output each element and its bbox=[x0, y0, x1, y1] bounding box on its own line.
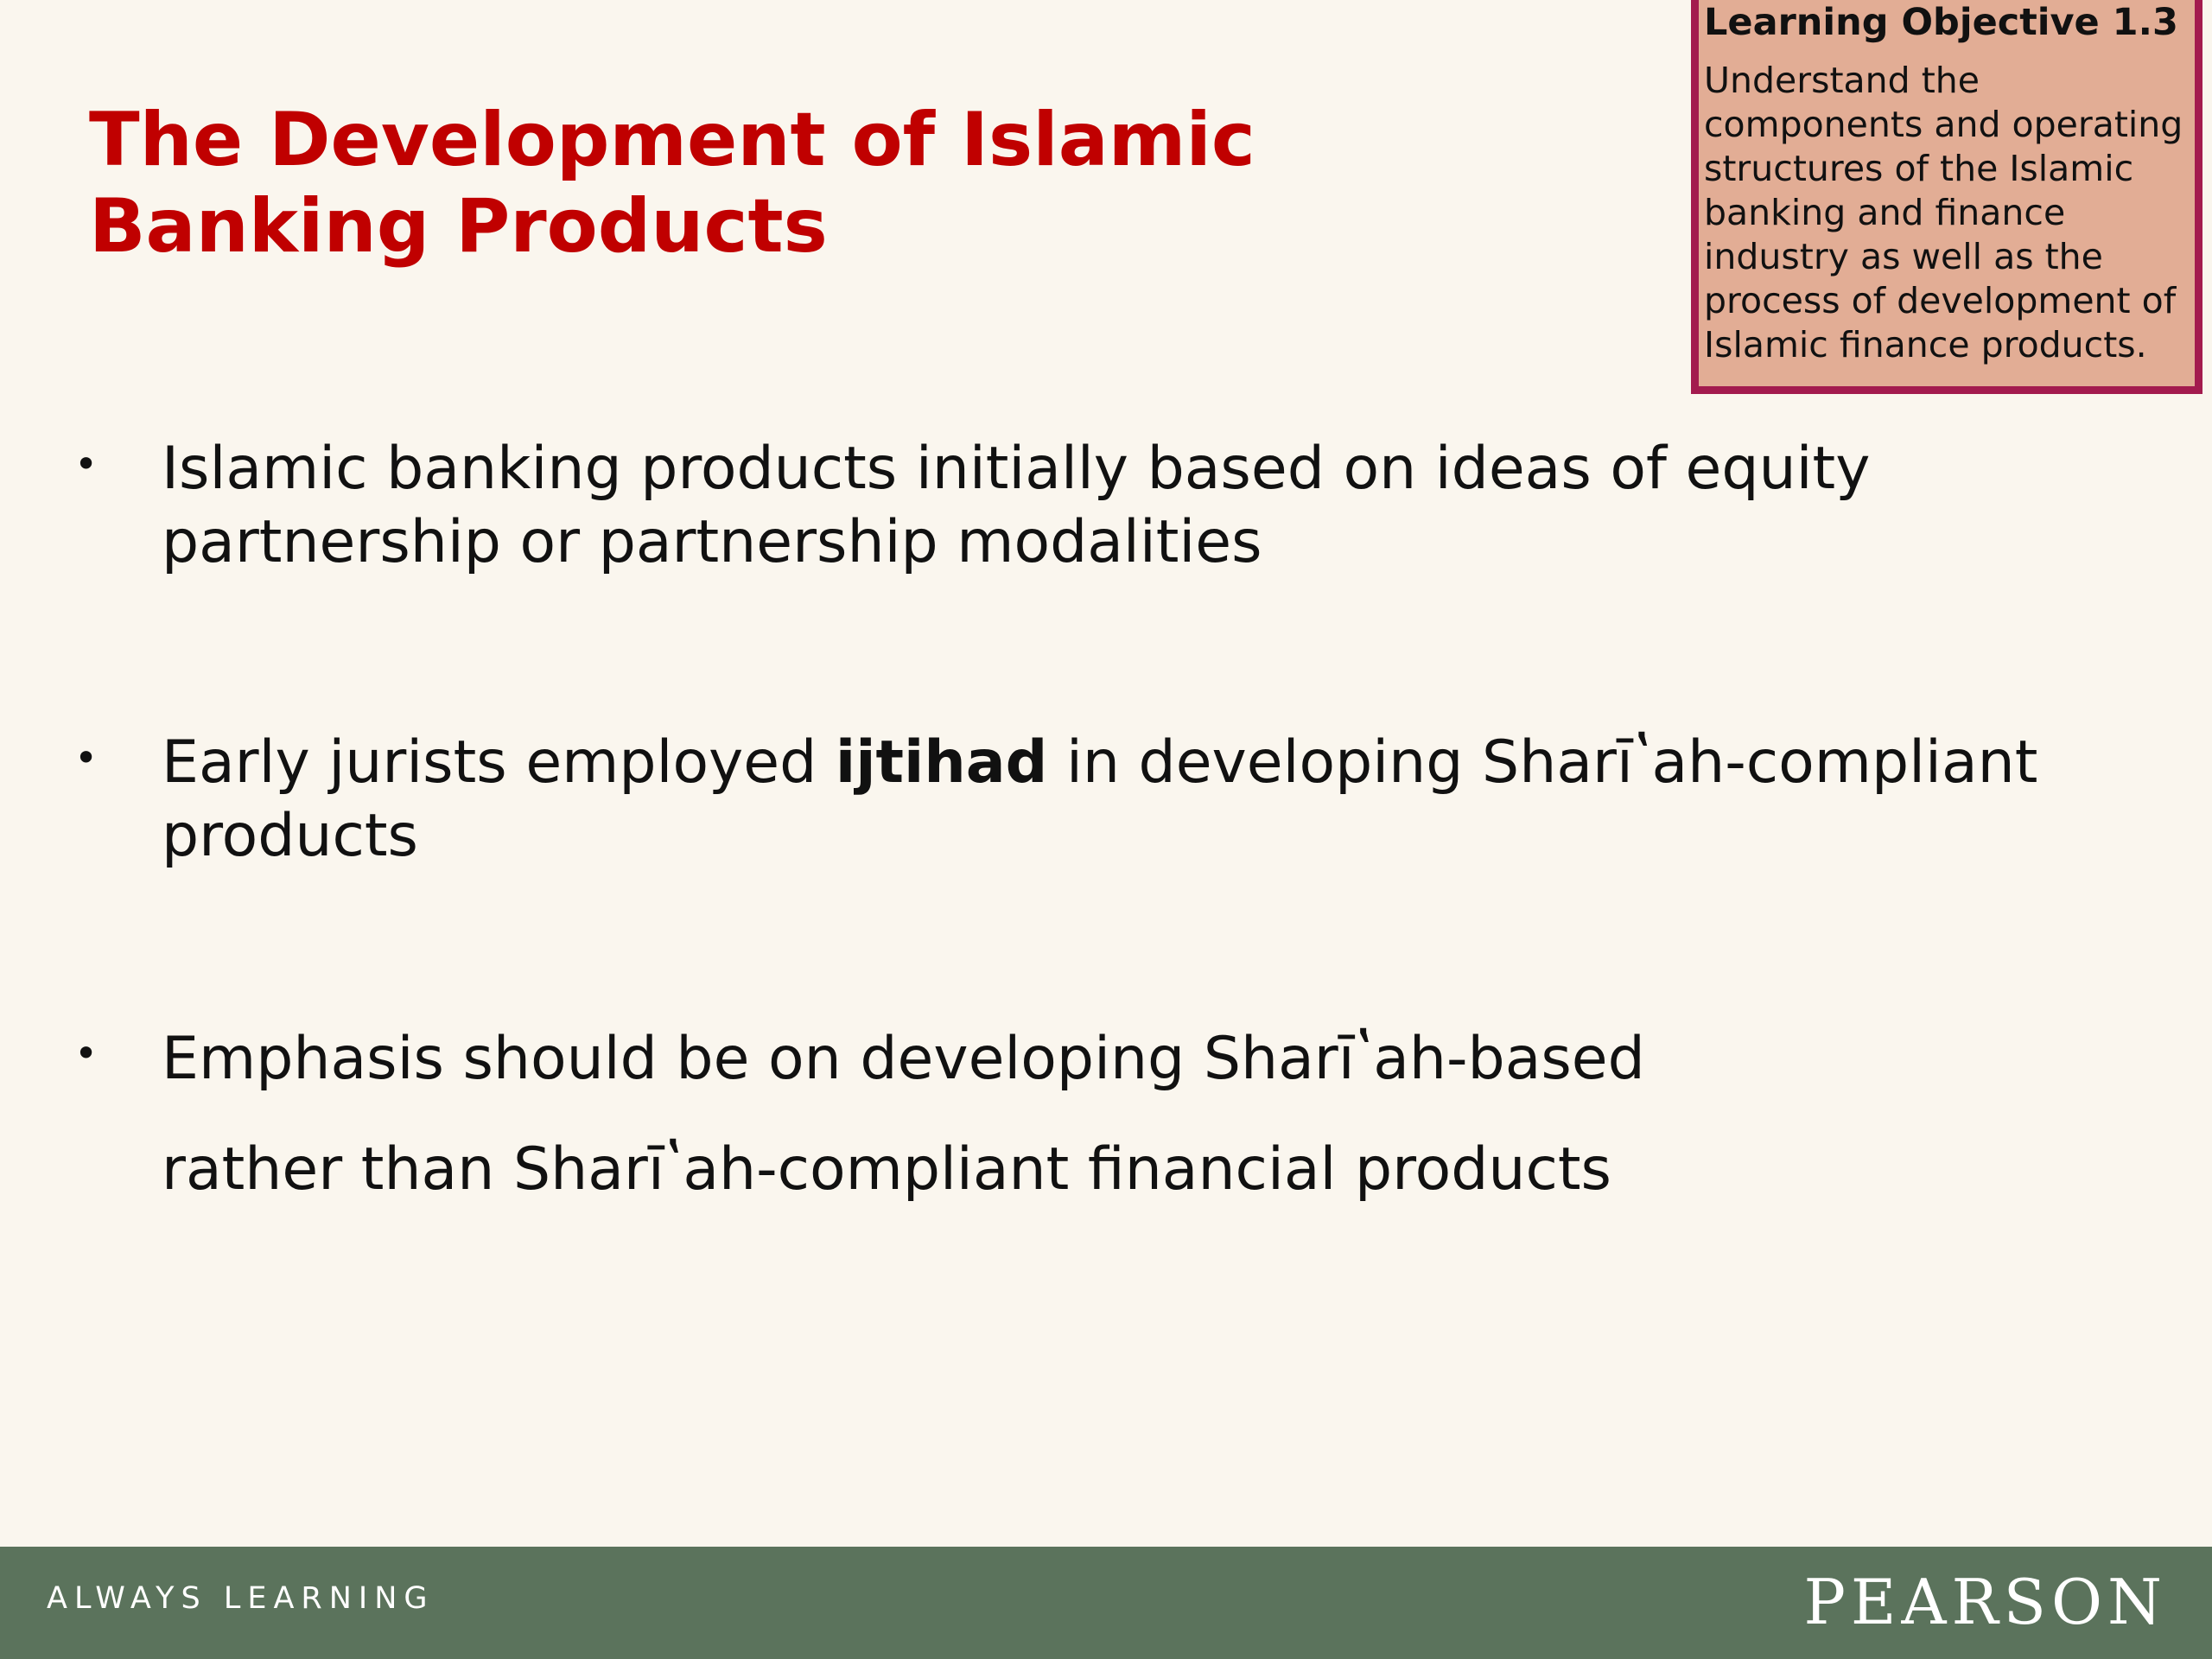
bullet-text: Islamic banking products initially based on ideas of equity partnership or partnership modalities bbox=[162, 435, 1871, 576]
bullet-icon: • bbox=[74, 441, 99, 487]
learning-objective-heading: Learning Objective 1.3 bbox=[1704, 1, 2178, 44]
footer-tagline: ALWAYS LEARNING bbox=[47, 1581, 435, 1616]
bullet-bold-term: ijtihad bbox=[835, 728, 1048, 797]
bullet-text-after: in developing Sharīʽah-compliant products bbox=[162, 728, 2038, 870]
footer-bar bbox=[0, 1547, 2212, 1659]
bullet-icon: • bbox=[74, 1030, 99, 1077]
bullet-text bbox=[162, 1004, 2080, 1225]
bullet-line-1: Emphasis should be on developing Sharīʽah-based bbox=[162, 1025, 1645, 1093]
bullet-line-2: rather than Sharīʽah-compliant financial products bbox=[162, 1135, 1611, 1204]
bullet-text bbox=[162, 726, 2080, 873]
learning-objective-text: Understand the components and operating structures of the Islamic banking and finance industry as well as the process of development of Islamic finance products. bbox=[1704, 60, 2183, 365]
pearson-logo: PEARSON bbox=[1803, 1566, 2167, 1638]
bullet-text-before: Early jurists employed bbox=[162, 728, 836, 797]
slide-title: The Development of Islamic Banking Products bbox=[89, 97, 1255, 270]
bullet-icon: • bbox=[74, 734, 99, 781]
